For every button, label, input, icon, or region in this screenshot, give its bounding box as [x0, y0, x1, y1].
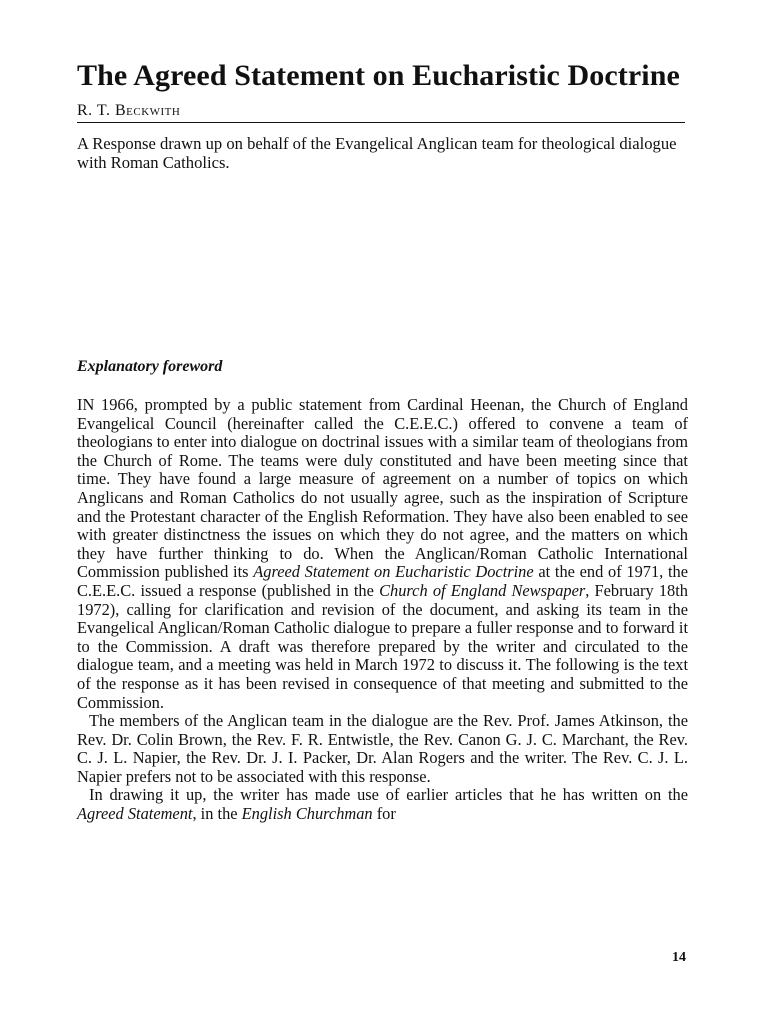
- paragraph-1-italic-title: Agreed Statement on Eucharistic Doctrine: [253, 562, 534, 582]
- paragraph-2: The members of the Anglican team in the dialogue are the Rev. Prof. James Atkinson, the Rev. Dr. Colin Brown, the Rev. F. R. Entwistle, the Rev. Canon G. J. C. Marchant, the Rev. C. J. L. Napier, the Rev. Dr. J. I. Packer, Dr. Alan Rogers and the writer. The Rev. C. J. L. Napier prefers not to be associated with this response.: [77, 711, 688, 786]
- document-page: [77, 59, 688, 824]
- paragraph-1-italic-newspaper: Church of England Newspaper: [379, 580, 586, 600]
- page-number: 14: [672, 950, 686, 965]
- paragraph-3-italic-churchman: English Churchman: [241, 804, 373, 824]
- article-title: The Agreed Statement on Eucharistic Doctrine: [77, 59, 680, 92]
- title-divider: [77, 122, 685, 123]
- body-text: [77, 396, 688, 824]
- paragraph-1-text-a: IN 1966, prompted by a public statement from Cardinal Heenan, the Church of England Evangelical Council (hereinafter called the C.E.E.C.) offered to convene a team of theologians to enter into dialogue on doctrinal issues with a similar team of theologians from the Church of Rome. The teams were duly constituted and have been meeting since that time. They have found a large measure of agreement on a number of topics on which Anglicans and Roman Catholics do not usually agree, such as the inspiration of Scripture and the Protestant character of the English Reformation. They have also been enabled to see with greater distinctness the issues on which they do not agree, and the matters on which they have further thinking to do. When the Anglican/Roman Catholic International Commission published its: [77, 395, 688, 582]
- paragraph-3-text-c: , in the: [192, 804, 242, 824]
- author-initials: R. T.: [77, 102, 115, 119]
- paragraph-3: [77, 786, 688, 823]
- article-abstract: A Response drawn up on behalf of the Evangelical Anglican team for theological dialogue with Roman Catholics.: [77, 134, 677, 172]
- paragraph-3-text-e: for: [372, 804, 396, 824]
- paragraph-3-text-a: In drawing it up, the writer has made use of earlier articles that he has written on the: [89, 785, 688, 805]
- author-surname: Beckwith: [114, 102, 181, 119]
- paragraph-1-text-c: at the end of 1971, the C.E.E.C. issued a response (published in the: [77, 562, 688, 600]
- paragraph-1: [77, 396, 688, 712]
- paragraph-1-text-e: , February 18th 1972), calling for clarification and revision of the document, and asking its team in the Evangelical Anglican/Roman Catholic dialogue to prepare a fuller response and to forward it to the Commission. A draft was therefore prepared by the writer and circulated to the dialogue team, and a meeting was held in March 1972 to discuss it. The following is the text of the response as it has been revised in consequence of that meeting and submitted to the Commission.: [77, 580, 688, 712]
- section-heading: Explanatory foreword: [77, 358, 223, 375]
- paragraph-3-italic-statement: Agreed Statement: [77, 804, 193, 824]
- author-line: [77, 102, 688, 120]
